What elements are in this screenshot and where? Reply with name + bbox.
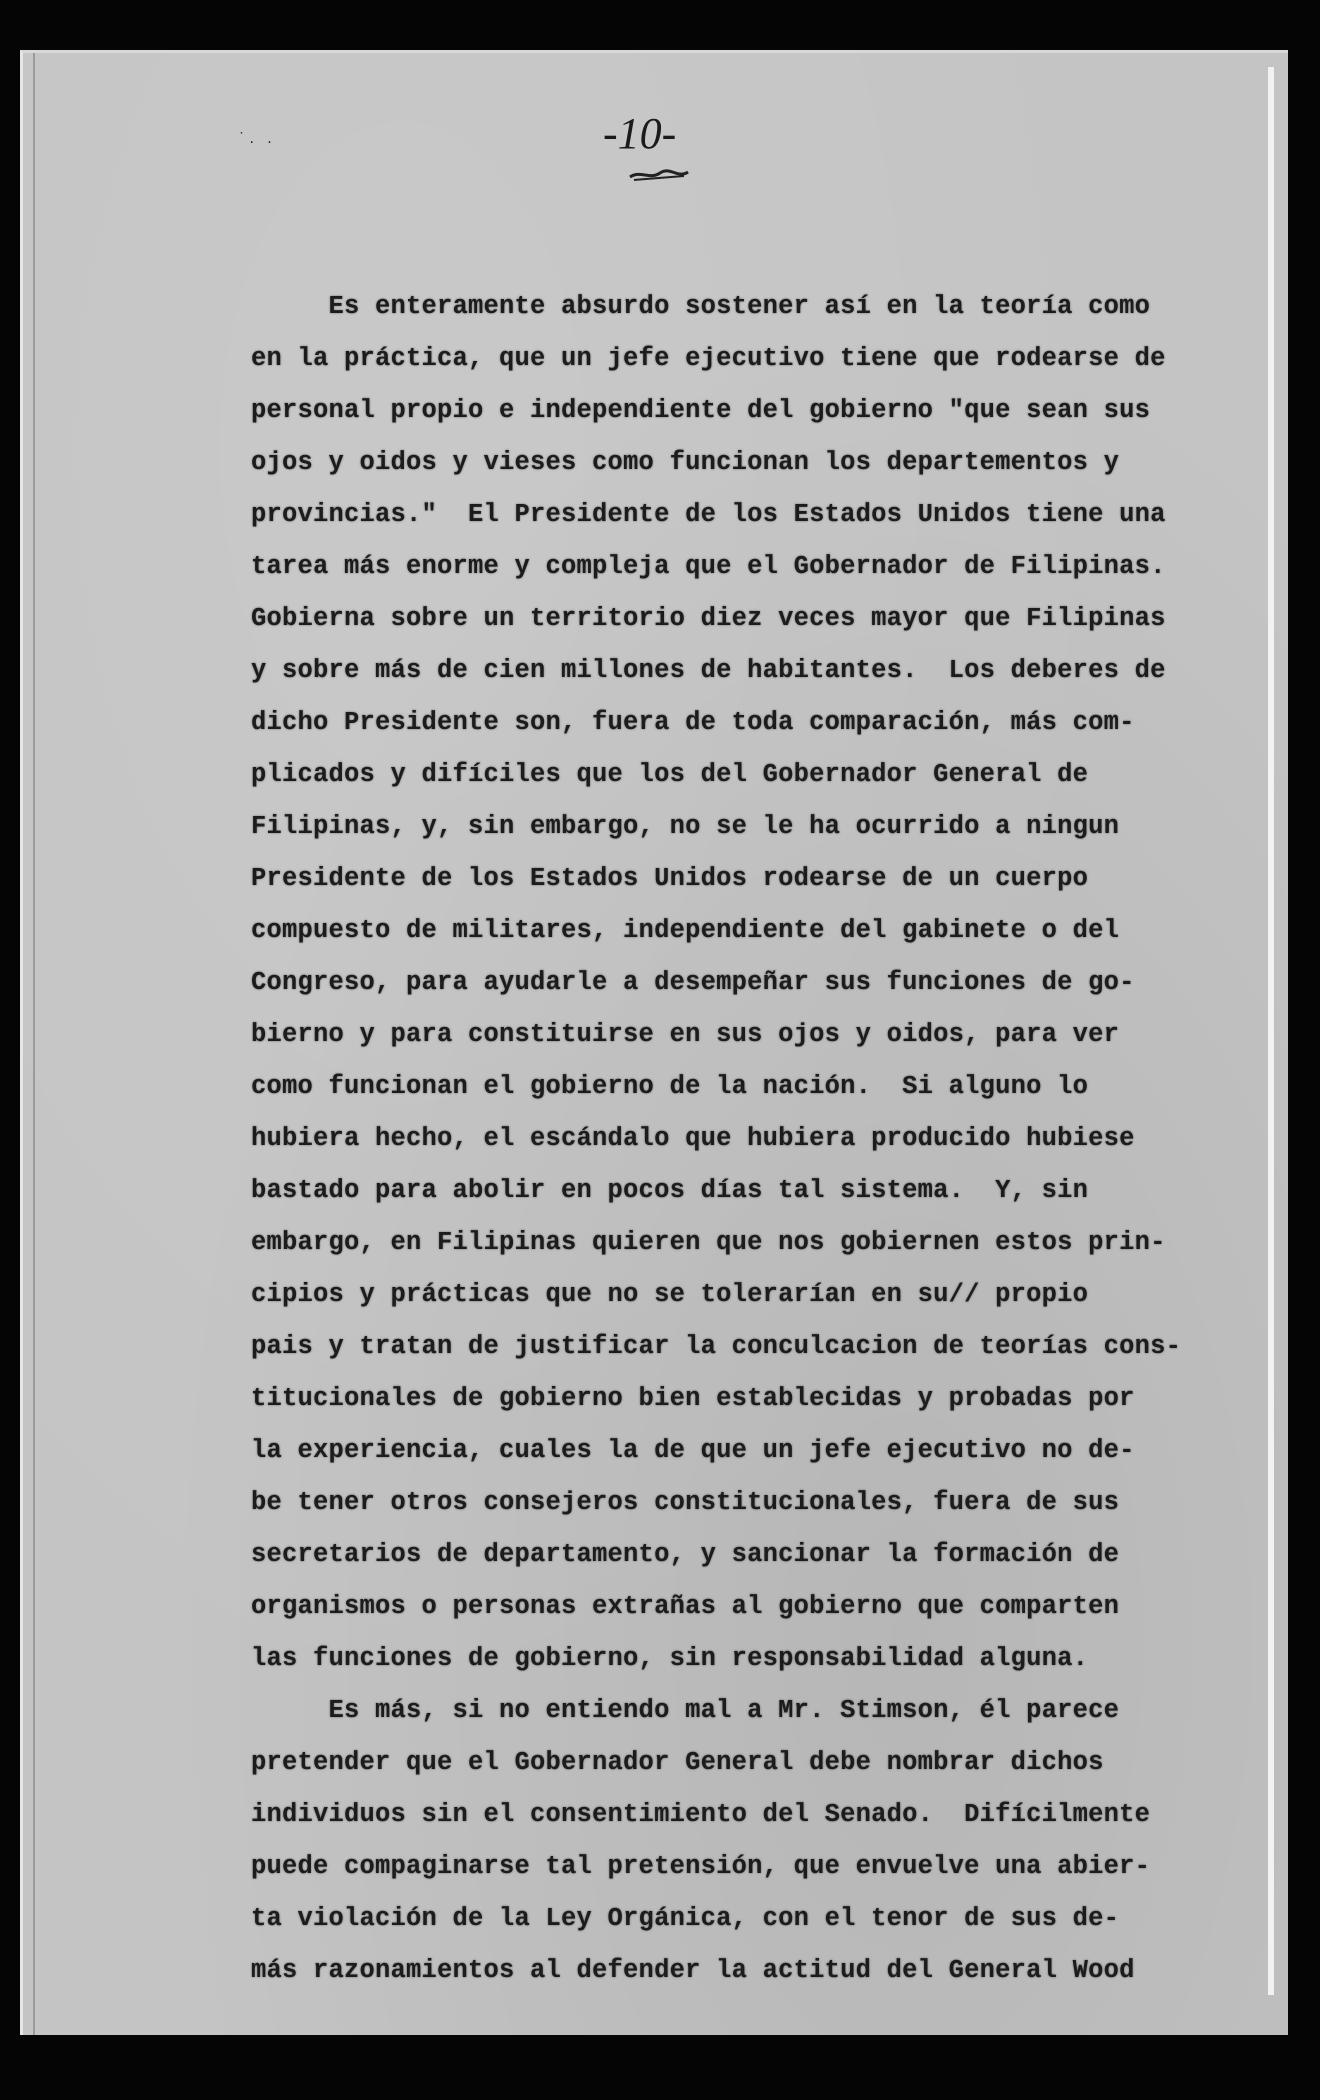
- text-line: provincias." El Presidente de los Estados Unidos tiene una: [251, 500, 1166, 529]
- text-line: bastado para abolir en pocos días tal sistema. Y, sin: [251, 1176, 1089, 1205]
- text-line: como funcionan el gobierno de la nación. Si alguno lo: [251, 1072, 1089, 1101]
- page-edge: [1268, 67, 1274, 1995]
- paragraph-2: [251, 1685, 1209, 1997]
- text-line: pais y tratan de justificar la conculcacion de teorías cons-: [251, 1332, 1182, 1361]
- text-line: más razonamientos al defender la actitud del General Wood: [251, 1956, 1135, 1985]
- text-line: puede compaginarse tal pretensión, que envuelve una abier-: [251, 1852, 1151, 1881]
- text-line: Es enteramente absurdo sostener así en la teoría como: [251, 292, 1151, 321]
- text-line: cipios y prácticas que no se tolerarían en su// propio: [251, 1280, 1089, 1309]
- text-line: organismos o personas extrañas al gobierno que comparten: [251, 1592, 1120, 1621]
- text-line: secretarios de departamento, y sancionar la formación de: [251, 1540, 1120, 1569]
- text-line: compuesto de militares, independiente del gabinete o del: [251, 916, 1120, 945]
- text-line: Presidente de los Estados Unidos rodearse de un cuerpo: [251, 864, 1089, 893]
- page-fold-line: [33, 53, 35, 2035]
- text-line: Filipinas, y, sin embargo, no se le ha ocurrido a ningun: [251, 812, 1120, 841]
- paragraph-1: [251, 281, 1209, 1685]
- scan-speck: ˙ . .: [238, 131, 272, 147]
- text-line: be tener otros consejeros constitucionales, fuera de sus: [251, 1488, 1120, 1517]
- text-line: ojos y oidos y vieses como funcionan los departementos y: [251, 448, 1120, 477]
- typed-body-text: [251, 281, 1209, 1997]
- text-line: tarea más enorme y compleja que el Gobernador de Filipinas.: [251, 552, 1166, 581]
- strikethrough-scribble-icon: [628, 168, 690, 182]
- text-line: titucionales de gobierno bien establecidas y probadas por: [251, 1384, 1135, 1413]
- text-line: las funciones de gobierno, sin responsabilidad alguna.: [251, 1644, 1089, 1673]
- text-line: dicho Presidente son, fuera de toda comparación, más com-: [251, 708, 1135, 737]
- text-line: individuos sin el consentimiento del Senado. Difícilmente: [251, 1800, 1151, 1829]
- text-line: hubiera hecho, el escándalo que hubiera producido hubiese: [251, 1124, 1135, 1153]
- text-line: en la práctica, que un jefe ejecutivo tiene que rodearse de: [251, 344, 1166, 373]
- text-line: Es más, si no entiendo mal a Mr. Stimson, él parece: [251, 1696, 1120, 1725]
- text-line: Congreso, para ayudarle a desempeñar sus funciones de go-: [251, 968, 1135, 997]
- text-line: personal propio e independiente del gobierno "que sean sus: [251, 396, 1151, 425]
- page-number: -10-: [603, 109, 677, 158]
- text-line: y sobre más de cien millones de habitantes. Los deberes de: [251, 656, 1166, 685]
- text-line: bierno y para constituirse en sus ojos y oidos, para ver: [251, 1020, 1120, 1049]
- text-line: plicados y difíciles que los del Gobernador General de: [251, 760, 1089, 789]
- text-line: pretender que el Gobernador General debe nombrar dichos: [251, 1748, 1104, 1777]
- text-line: Gobierna sobre un territorio diez veces mayor que Filipinas: [251, 604, 1166, 633]
- document-page: [20, 50, 1288, 2035]
- text-line: la experiencia, cuales la de que un jefe ejecutivo no de-: [251, 1436, 1135, 1465]
- text-line: ta violación de la Ley Orgánica, con el tenor de sus de-: [251, 1904, 1120, 1933]
- text-line: embargo, en Filipinas quieren que nos gobiernen estos prin-: [251, 1228, 1166, 1257]
